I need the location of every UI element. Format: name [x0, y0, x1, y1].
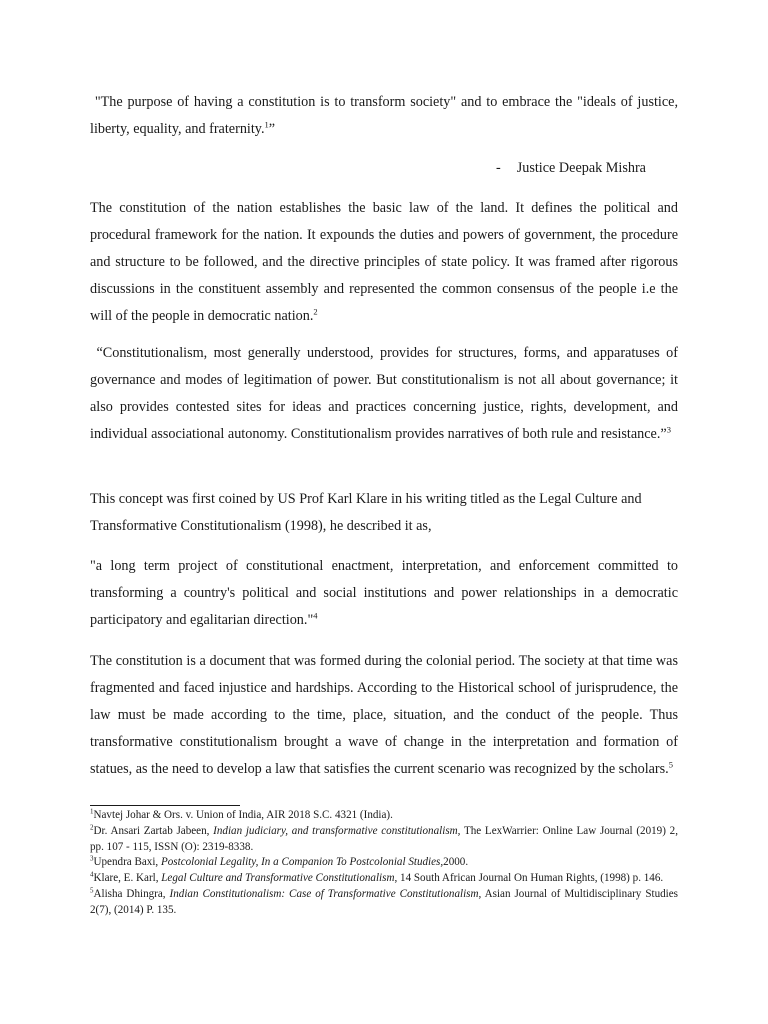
footnote-ref-1: 1 [264, 119, 269, 130]
epigraph-quote: "The purpose of having a constitution is to transform society" and to embrace the "ideals of justice, liberty, equality, and fraternity.$^1$” [90, 94, 678, 137]
footnote-ref-2: 2 [313, 306, 318, 317]
epigraph-attribution: - Justice Deepak Mishra [496, 160, 646, 176]
footnote-5: $^5$Alisha Dhingra, Indian Constitutionalism: Case of Transformative Constitutionalism, Asian Journal of Multidisciplinary Studies 2(7), (2014) P. 135. [90, 886, 678, 916]
paragraph-colonial-period: The constitution is a document that was formed during the colonial period. The society at that time was fragmented and faced injustice and hardships. According to the Historical school of jurisprudence, the law must be made according to the time, place, situation, and the conduct of the people. Thus transformative constitutionalism brought a wave of change in the interpretation and formation of statues, as the need to develop a law that satisfies the current scenario was recognized by the scholars.$^5$ [90, 653, 678, 777]
footnote-2: $^2$Dr. Ansari Zartab Jabeen, Indian judiciary, and transformative constitutionalism, The LexWarrier: Online Law Journal (2019) 2, pp. 107 - 115, ISSN (O): 2319-8338. [90, 823, 678, 853]
footnote-ref-4: 4 [313, 610, 318, 621]
footnote-4: $^4$Klare, E. Karl, Legal Culture and Transformative Constitutionalism, 14 South African Journal On Human Rights, (1998) p. 146. [90, 870, 664, 885]
footnote-ref-5: 5 [668, 759, 673, 770]
footnote-3: $^3$Upendra Baxi, Postcolonial Legality, In a Companion To Postcolonial Studies,2000. [90, 854, 469, 869]
footnote-separator [90, 805, 240, 806]
paragraph-constitutionalism-quote: “Constitutionalism, most generally understood, provides for structures, forms, and apparatuses of governance and modes of legitimation of power. But constitutionalism is not all about governance; it also provides contested sites for ideas and practices concerning justice, rights, development, and individual associational autonomy. Constitutionalism provides narratives of both rule and resistance.”$^3$ [90, 345, 678, 442]
paragraph-klare-definition: "a long term project of constitutional enactment, interpretation, and enforcement committed to transforming a country's political and social institutions and power relationships in a democratic participatory and egalitarian direction."$^4$ [90, 558, 678, 628]
footnote-ref-3: 3 [666, 424, 671, 435]
epigraph-author: Justice Deepak Mishra [516, 160, 646, 176]
paragraph-karl-klare: This concept was first coined by US Prof Karl Klare in his writing titled as the Legal Culture and Transformative Constitutionalism (1998), he described it as, [90, 491, 642, 534]
paragraph-constitution-basic-law: The constitution of the nation establishes the basic law of the land. It defines the political and procedural framework for the nation. It expounds the duties and powers of government, the procedure and structure to be followed, and the directive principles of state policy. It was framed after rigorous discussions in the constituent assembly and represented the common consensus of the people i.e the will of the people in democratic nation.$^2$ [90, 200, 678, 324]
footnotes [90, 808, 678, 919]
footnote-1: $^1$Navtej Johar & Ors. v. Union of India, AIR 2018 S.C. 4321 (India). [90, 807, 393, 821]
